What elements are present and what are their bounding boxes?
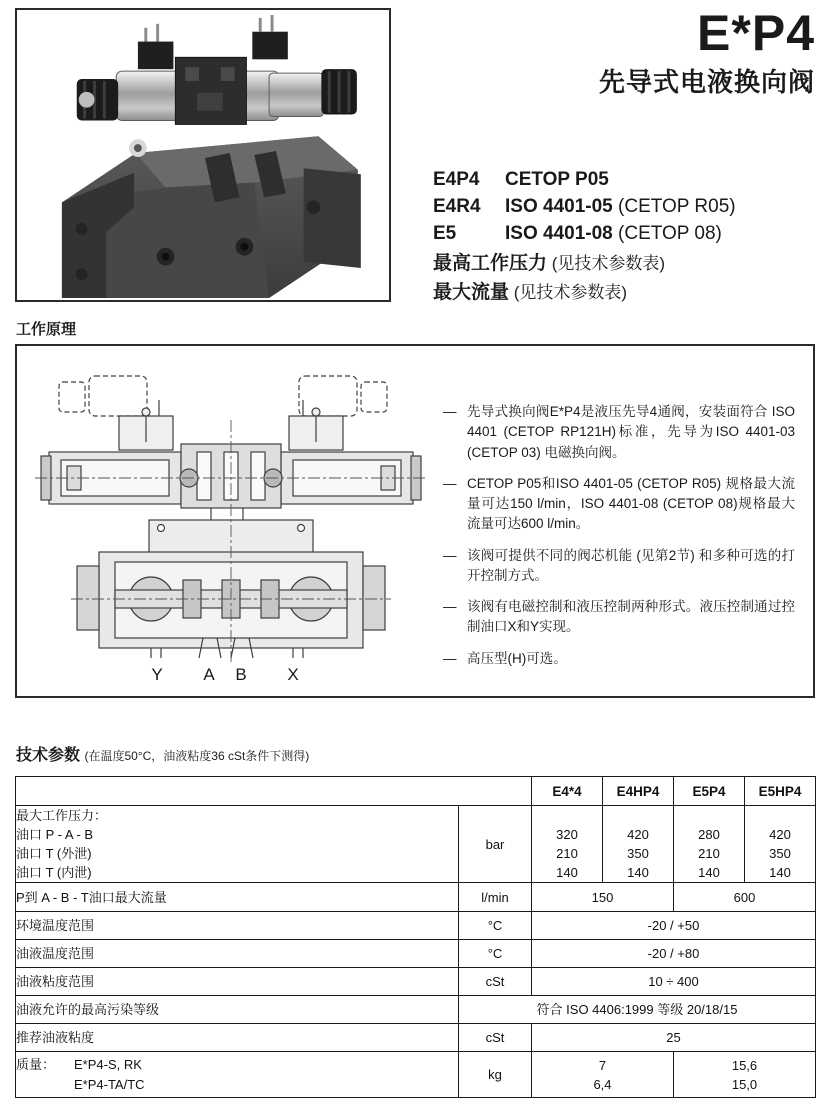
value-line: 140 [627,865,649,880]
row-ambient-temp [16,912,816,940]
bullet-text: 该阀有电磁控制和液压控制两种形式。液压控制通过控制油口X和Y实现。 [467,599,795,635]
mass-label [16,1055,458,1095]
value-line: 280 [698,827,720,842]
value-line: 420 [769,827,791,842]
model-spec: CETOP P05 [505,169,609,190]
label-line: E*P4-S, RK [74,1056,142,1072]
mass-lines [74,1055,145,1095]
bullet-dash: — [443,547,457,563]
model-row-e4p4 [433,166,736,193]
row-viscosity-range [16,968,816,996]
page-title: E*P4 [697,5,815,61]
label-line: 油口 T (内泄) [16,865,92,880]
label-line: 油口 P - A - B [16,827,94,842]
bullet-dash: — [443,475,457,491]
value-line: 15,6 [731,1057,758,1073]
tech-params-note: (在温度50°C，油液粘度36 cSt条件下测得) [84,749,310,763]
row-fluid-temp [16,940,816,968]
value-line: 210 [556,846,578,861]
bullet-item [443,649,795,669]
bullet-text: 高压型(H)可选。 [467,650,567,666]
bullet-dash: — [443,404,457,419]
value-cell [674,1052,816,1098]
value-cell: 10 ÷ 400 [532,968,816,996]
row-mass [16,1052,816,1098]
cross-section-drawing [31,356,431,688]
model-list [433,166,736,247]
unit-cell: bar [459,806,532,883]
row-label: 推荐油液粘度 [16,1024,459,1052]
value-cell: 600 [674,883,816,912]
row-label: 油液粘度范围 [16,968,459,996]
port-label-b: B [235,665,247,684]
value-line: 6,4 [593,1076,612,1092]
highlight-note: (见技术参数表) [509,283,628,302]
highlight-note: (见技术参数表) [547,254,666,273]
model-row-e5 [433,220,736,247]
value-line: 320 [556,827,578,842]
value-cell: 符合 ISO 4406:1999 等级 20/18/15 [459,996,816,1024]
valve-photo-illustration [17,10,389,300]
column-header-e5p4: E5P4 [674,777,745,806]
value-cell: -20 / +50 [532,912,816,940]
bullet-item [443,546,795,587]
unit-cell: kg [459,1052,532,1098]
working-principle-box [15,344,815,698]
header-empty-cell [16,777,532,806]
bullet-text: CETOP P05和ISO 4401-05 (CETOP R05) 规格最大流量可达150 l/min，ISO 4401-08 (CETOP 08)规格最大流量可达600 l/min。 [467,475,795,532]
label-line: E*P4-TA/TC [74,1076,145,1092]
unit-cell: cSt [459,968,532,996]
value-line: 140 [556,865,578,880]
port-label-y: Y [151,665,163,684]
value-line: 350 [627,846,649,861]
model-spec: ISO 4401-08 [505,223,619,244]
row-contamination [16,996,816,1024]
model-note: (CETOP R05) [618,196,736,217]
unit-cell: °C [459,912,532,940]
working-principle-bullets [437,346,813,696]
working-principle-heading: 工作原理 [16,321,77,338]
bullet-text: 该阀可提供不同的阀芯机能 (见第2节) 和多种可选的打开控制方式。 [467,547,795,583]
value-cell [532,1052,674,1098]
model-note: (CETOP 08) [618,223,722,244]
unit-cell: l/min [459,883,532,912]
title-block [598,5,815,99]
row-max-pressure [16,806,816,883]
row-recommended-viscosity [16,1024,816,1052]
page-subtitle: 先导式电液换向阀 [598,67,815,97]
value-cell [745,806,816,883]
row-label [16,806,459,883]
bullet-dash: — [443,599,457,614]
column-header-e5hp4: E5HP4 [745,777,816,806]
highlights [433,250,665,308]
bullet-item [443,402,795,463]
column-header-e4hp4: E4HP4 [603,777,674,806]
mass-prefix: 质量： [16,1056,56,1072]
model-row-e4r4 [433,193,736,220]
model-code: E4R4 [433,196,481,217]
row-label: 油液允许的最高污染等级 [16,996,459,1024]
valve-cross-section-diagram [17,346,437,696]
bullet-dash: — [443,650,457,666]
bullet-text: 先导式换向阀E*P4是液压先导4通阀，安装面符合 ISO 4401 (CETOP RP121H)标准，先导为ISO 4401-03 (CETOP 03) 电磁换向阀。 [467,404,795,460]
tech-params-heading [16,742,309,765]
bullet-item [443,597,795,638]
value-cell: 150 [532,883,674,912]
value-line: 210 [698,846,720,861]
value-cell: -20 / +80 [532,940,816,968]
value-line: 420 [627,827,649,842]
row-label: 油液温度范围 [16,940,459,968]
label-line: 最大工作压力： [16,808,108,823]
port-label-a: A [203,665,215,684]
bullet-item [443,474,795,535]
label-line: 油口 T (外泄) [16,846,92,861]
row-max-flow [16,883,816,912]
model-code: E5 [433,223,457,244]
value-line: 140 [698,865,720,880]
highlight-label: 最高工作压力 [433,253,548,274]
value-line: 7 [598,1057,607,1073]
value-line: 350 [769,846,791,861]
highlight-label: 最大流量 [433,282,510,303]
value-line: 15,0 [731,1076,758,1092]
model-spec: ISO 4401-05 [505,196,619,217]
unit-cell: °C [459,940,532,968]
tech-params-table [15,776,816,1098]
tech-params-title: 技术参数 [16,747,81,764]
value-line: 140 [769,865,791,880]
table-header-row [16,777,816,806]
row-label: 环境温度范围 [16,912,459,940]
value-cell [532,806,603,883]
highlight-max-flow [433,279,665,308]
value-cell [603,806,674,883]
model-code: E4P4 [433,169,480,190]
value-cell [674,806,745,883]
value-cell: 25 [532,1024,816,1052]
product-photo [15,8,391,302]
unit-cell: cSt [459,1024,532,1052]
row-label: P到 A - B - T油口最大流量 [16,883,459,912]
row-label [16,1052,459,1098]
port-label-x: X [287,665,299,684]
column-header-e4s4: E4*4 [532,777,603,806]
highlight-max-pressure [433,250,665,279]
